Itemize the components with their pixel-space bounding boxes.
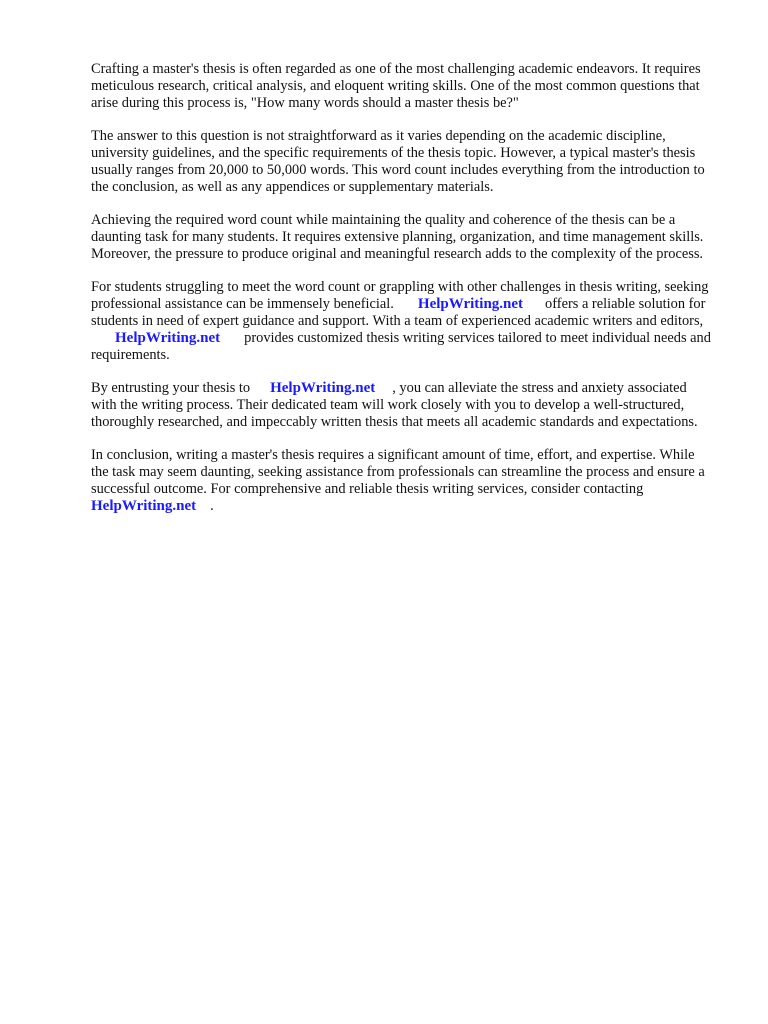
- paragraph-entrusting: [91, 380, 715, 431]
- paragraph-conclusion: [91, 447, 715, 515]
- helpwriting-link[interactable]: HelpWriting.net: [115, 330, 221, 346]
- paragraph-text: By entrusting your thesis to: [91, 380, 251, 396]
- paragraph-text: offers a reliable solution for students in need of expert guidance and support. With a team of experienced academic writers and editors,: [91, 296, 706, 329]
- paragraph-text: provides customized thesis writing services tailored to meet individual needs and requirements.: [91, 330, 711, 363]
- paragraph-text: The answer to this question is not straightforward as it varies depending on the academic discipline, university guidelines, and the specific requirements of the thesis topic. However, a typical master's thesis usually ranges from 20,000 to 50,000 words. This word count includes everything from the introduction to the conclusion, as well as any appendices or supplementary materials.: [91, 128, 705, 195]
- paragraph-assistance: [91, 279, 715, 364]
- helpwriting-link[interactable]: HelpWriting.net: [270, 380, 376, 396]
- helpwriting-link[interactable]: HelpWriting.net: [417, 296, 524, 312]
- document-body: [91, 61, 715, 531]
- paragraph-text: In conclusion, writing a master's thesis requires a significant amount of time, effort, and expertise. While the task may seem daunting, seeking assistance from professionals can streamline the process and ensure a successful outcome. For comprehensive and reliable thesis writing services, consider contacting: [91, 447, 705, 497]
- paragraph-text: For students struggling to meet the word count or grappling with other challenges in thesis writing, seeking professional assistance can be immensely beneficial.: [91, 279, 709, 312]
- paragraph-word-count: [91, 128, 715, 196]
- paragraph-text: , you can alleviate the stress and anxiety associated with the writing process. Their dedicated team will work closely with you to develop a well-structured, thoroughly researched, and impeccably written thesis that meets all academic standards and expectations.: [91, 380, 698, 430]
- helpwriting-link[interactable]: HelpWriting.net: [91, 498, 197, 514]
- paragraph-intro: [91, 61, 715, 112]
- paragraph-challenge: [91, 212, 715, 263]
- paragraph-text: .: [210, 498, 214, 514]
- paragraph-text: Crafting a master's thesis is often regarded as one of the most challenging academic endeavors. It requires meticulous research, critical analysis, and eloquent writing skills. One of the most common questions that arise during this process is, "How many words should a master thesis be?": [91, 61, 701, 111]
- paragraph-text: Achieving the required word count while maintaining the quality and coherence of the thesis can be a daunting task for many students. It requires extensive planning, organization, and time management skills. Moreover, the pressure to produce original and meaningful research adds to the complexity of the process.: [91, 212, 704, 262]
